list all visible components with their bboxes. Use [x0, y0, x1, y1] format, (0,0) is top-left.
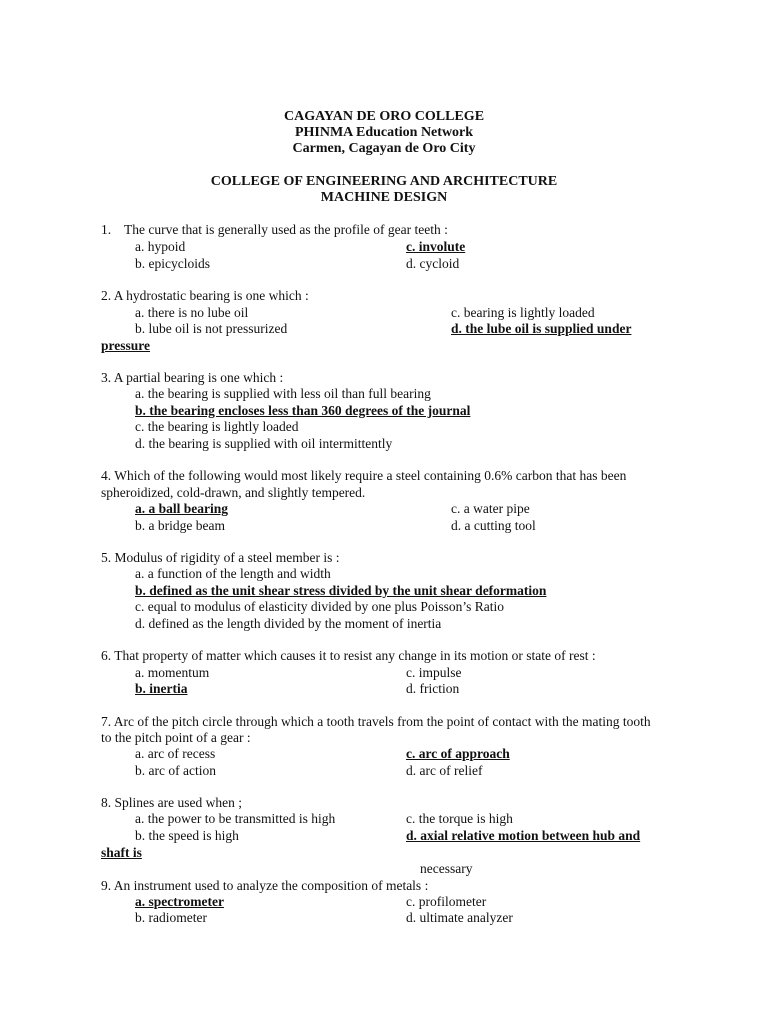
option: b. epicycloids [135, 256, 210, 271]
option: d. cycloid [406, 256, 460, 271]
answer-continuation: necessary [420, 861, 473, 876]
option: c. a water pipe [451, 501, 530, 516]
option: a. there is no lube oil [135, 305, 249, 320]
question-stem: 5. Modulus of rigidity of a steel member is : [101, 550, 340, 565]
college-name: COLLEGE OF ENGINEERING AND ARCHITECTURE [210, 174, 558, 189]
question-stem-continued: spheroidized, cold-drawn, and slightly tempered. [101, 485, 366, 500]
option: a. the bearing is supplied with less oil than full bearing [135, 386, 431, 401]
option: c. equal to modulus of elasticity divided by one plus Poisson’s Ratio [135, 599, 504, 614]
subject-title: MACHINE DESIGN [320, 190, 448, 205]
option: d. defined as the length divided by the moment of inertia [135, 616, 442, 631]
question-stem: 6. That property of matter which causes it to resist any change in its motion or state of rest : [101, 648, 596, 663]
correct-answer: b. inertia [135, 681, 188, 696]
option: d. arc of relief [406, 763, 483, 778]
option: c. impulse [406, 665, 462, 680]
option: b. a bridge beam [135, 518, 225, 533]
option: a. arc of recess [135, 746, 216, 761]
address: Carmen, Cagayan de Oro City [292, 141, 476, 156]
option: b. radiometer [135, 910, 207, 925]
question-number: 1. [101, 222, 112, 237]
option: d. ultimate analyzer [406, 910, 513, 925]
correct-answer: d. the lube oil is supplied under [451, 321, 632, 336]
correct-answer-continued: shaft is [101, 845, 142, 860]
question-stem: 8. Splines are used when ; [101, 795, 242, 810]
option: c. the torque is high [406, 811, 513, 826]
option: a. hypoid [135, 239, 186, 254]
correct-answer: c. arc of approach [406, 746, 510, 761]
question-stem: 2. A hydrostatic bearing is one which : [101, 288, 309, 303]
question-stem-continued: to the pitch point of a gear : [101, 730, 251, 745]
question-stem: 4. Which of the following would most likely require a steel containing 0.6% carbon that has been [101, 468, 627, 483]
option: c. bearing is lightly loaded [451, 305, 595, 320]
question-stem: 7. Arc of the pitch circle through which a tooth travels from the point of contact with the mating tooth [101, 714, 651, 729]
correct-answer-continued: pressure [101, 338, 151, 353]
option: d. friction [406, 681, 460, 696]
option: a. the power to be transmitted is high [135, 811, 336, 826]
correct-answer: a. a ball bearing [135, 501, 229, 516]
option: b. the speed is high [135, 828, 239, 843]
option: a. a function of the length and width [135, 566, 331, 581]
option: d. a cutting tool [451, 518, 536, 533]
correct-answer: b. defined as the unit shear stress divided by the unit shear deformation [135, 583, 547, 598]
option: c. profilometer [406, 894, 487, 909]
correct-answer: a. spectrometer [135, 894, 224, 909]
option: b. arc of action [135, 763, 216, 778]
correct-answer: d. axial relative motion between hub and [406, 828, 641, 843]
option: c. the bearing is lightly loaded [135, 419, 299, 434]
correct-answer: b. the bearing encloses less than 360 degrees of the journal [135, 403, 471, 418]
institution-name: CAGAYAN DE ORO COLLEGE [283, 109, 485, 124]
question-stem: 3. A partial bearing is one which : [101, 370, 284, 385]
option: a. momentum [135, 665, 210, 680]
network-name: PHINMA Education Network [294, 125, 474, 140]
option: d. the bearing is supplied with oil intermittently [135, 436, 393, 451]
correct-answer: c. involute [406, 239, 466, 254]
question-stem: The curve that is generally used as the profile of gear teeth : [124, 222, 448, 237]
option: b. lube oil is not pressurized [135, 321, 288, 336]
question-stem: 9. An instrument used to analyze the composition of metals : [101, 878, 429, 893]
